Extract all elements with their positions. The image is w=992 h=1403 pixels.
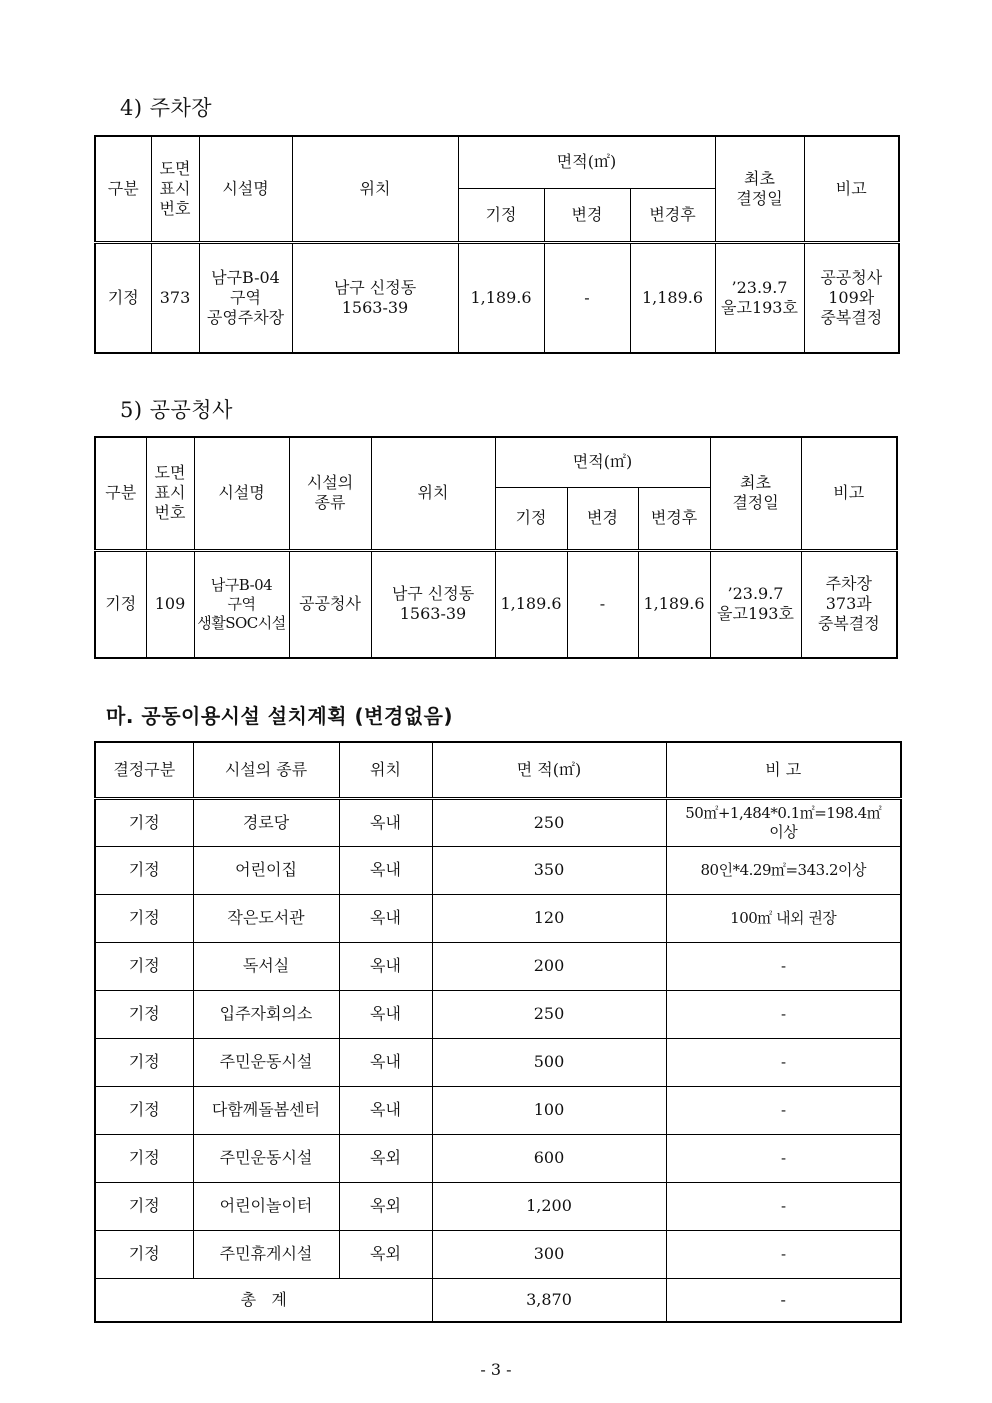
cell-note: - <box>666 1230 901 1278</box>
cell-gubun: 기정 <box>95 242 151 353</box>
cell-location: 옥내 <box>339 1038 432 1086</box>
header-location: 위치 <box>371 437 495 550</box>
header-existing: 기정 <box>458 188 544 242</box>
cell-type: 어린이놀이터 <box>193 1182 339 1230</box>
cell-map-no: 109 <box>146 550 194 658</box>
cell-note: 80인*4.29㎡=343.2이상 <box>666 846 901 894</box>
header-gubun: 구분 <box>95 136 151 242</box>
cell-area: 200 <box>432 942 666 990</box>
cell-first-date: ’23.9.7 울고193호 <box>710 550 801 658</box>
cell-type: 독서실 <box>193 942 339 990</box>
cell-location: 남구 신정동 1563-39 <box>371 550 495 658</box>
table-row <box>95 550 897 658</box>
table-row <box>95 1230 901 1278</box>
cell-gubun: 기정 <box>95 550 146 658</box>
header-gubun: 구분 <box>95 437 146 550</box>
cell-type: 공공청사 <box>289 550 371 658</box>
cell-note: 100㎡ 내외 권장 <box>666 894 901 942</box>
cell-decision: 기정 <box>95 798 193 846</box>
header-change: 변경 <box>567 487 638 550</box>
total-label: 총 계 <box>95 1278 432 1322</box>
header-type: 시설의 종류 <box>289 437 371 550</box>
header-area: 면적(㎡) <box>495 437 710 487</box>
cell-note: - <box>666 990 901 1038</box>
table-row <box>95 1134 901 1182</box>
cell-after: 1,189.6 <box>638 550 710 658</box>
cell-location: 남구 신정동 1563-39 <box>292 242 458 353</box>
cell-note: - <box>666 1182 901 1230</box>
cell-area: 100 <box>432 1086 666 1134</box>
cell-location: 옥외 <box>339 1230 432 1278</box>
section-title-public-office: 5) 공공청사 <box>120 398 233 422</box>
header-location: 위치 <box>292 136 458 242</box>
cell-decision: 기정 <box>95 990 193 1038</box>
table-row <box>95 1086 901 1134</box>
cell-note: - <box>666 1134 901 1182</box>
cell-area: 250 <box>432 798 666 846</box>
cell-location: 옥내 <box>339 894 432 942</box>
cell-decision: 기정 <box>95 1134 193 1182</box>
cell-existing: 1,189.6 <box>495 550 567 658</box>
cell-location: 옥내 <box>339 846 432 894</box>
cell-type: 주민운동시설 <box>193 1134 339 1182</box>
common-facilities-body <box>95 798 901 1278</box>
cell-type: 주민운동시설 <box>193 1038 339 1086</box>
cell-area: 120 <box>432 894 666 942</box>
cell-note: 주차장 373과 중복결정 <box>801 550 897 658</box>
cell-note: 공공청사 109와 중복결정 <box>804 242 899 353</box>
cell-decision: 기정 <box>95 1038 193 1086</box>
cell-change: - <box>567 550 638 658</box>
header-note: 비고 <box>801 437 897 550</box>
table-row <box>95 942 901 990</box>
page-number: - 3 - <box>480 1360 512 1379</box>
header-map-no: 도면 표시 번호 <box>146 437 194 550</box>
cell-type: 어린이집 <box>193 846 339 894</box>
cell-facility: 남구B-04 구역 공영주차장 <box>199 242 292 353</box>
table-row <box>95 990 901 1038</box>
cell-type: 다함께돌봄센터 <box>193 1086 339 1134</box>
header-first-date: 최초 결정일 <box>710 437 801 550</box>
table-row <box>95 798 901 846</box>
cell-location: 옥내 <box>339 942 432 990</box>
cell-change: - <box>544 242 630 353</box>
table-row <box>95 1182 901 1230</box>
common-facilities-table <box>94 741 902 1323</box>
cell-decision: 기정 <box>95 1230 193 1278</box>
cell-existing: 1,189.6 <box>458 242 544 353</box>
header-after: 변경후 <box>638 487 710 550</box>
total-row <box>95 1278 901 1322</box>
public-office-table <box>94 436 898 659</box>
header-after: 변경후 <box>630 188 715 242</box>
cell-note: - <box>666 942 901 990</box>
header-decision: 결정구분 <box>95 742 193 798</box>
cell-area: 1,200 <box>432 1182 666 1230</box>
cell-decision: 기정 <box>95 1086 193 1134</box>
cell-location: 옥내 <box>339 798 432 846</box>
cell-area: 600 <box>432 1134 666 1182</box>
total-note: - <box>666 1278 901 1322</box>
cell-location: 옥외 <box>339 1182 432 1230</box>
header-first-date: 최초 결정일 <box>715 136 804 242</box>
cell-after: 1,189.6 <box>630 242 715 353</box>
header-facility: 시설명 <box>199 136 292 242</box>
cell-type: 경로당 <box>193 798 339 846</box>
header-area: 면 적(㎡) <box>432 742 666 798</box>
cell-map-no: 373 <box>151 242 199 353</box>
cell-note: - <box>666 1086 901 1134</box>
cell-first-date: ’23.9.7 울고193호 <box>715 242 804 353</box>
header-facility: 시설명 <box>194 437 289 550</box>
cell-type: 주민휴게시설 <box>193 1230 339 1278</box>
cell-type: 작은도서관 <box>193 894 339 942</box>
header-note: 비 고 <box>666 742 901 798</box>
cell-location: 옥내 <box>339 990 432 1038</box>
cell-note: 50㎡+1,484*0.1㎡=198.4㎡ 이상 <box>666 798 901 846</box>
cell-note: - <box>666 1038 901 1086</box>
header-map-no: 도면 표시 번호 <box>151 136 199 242</box>
table-row <box>95 242 899 353</box>
cell-decision: 기정 <box>95 1182 193 1230</box>
header-area: 면적(㎡) <box>458 136 715 188</box>
cell-facility: 남구B-04 구역 생활SOC시설 <box>194 550 289 658</box>
cell-decision: 기정 <box>95 846 193 894</box>
header-note: 비고 <box>804 136 899 242</box>
cell-area: 250 <box>432 990 666 1038</box>
table-row <box>95 894 901 942</box>
cell-area: 500 <box>432 1038 666 1086</box>
header-existing: 기정 <box>495 487 567 550</box>
section-title-parking: 4) 주차장 <box>120 96 213 120</box>
header-type: 시설의 종류 <box>193 742 339 798</box>
parking-table <box>94 135 900 354</box>
cell-area: 350 <box>432 846 666 894</box>
cell-type: 입주자회의소 <box>193 990 339 1038</box>
cell-decision: 기정 <box>95 894 193 942</box>
cell-location: 옥내 <box>339 1086 432 1134</box>
header-location: 위치 <box>339 742 432 798</box>
total-area: 3,870 <box>432 1278 666 1322</box>
table-row <box>95 846 901 894</box>
section-title-common-facilities: 마. 공동이용시설 설치계획 (변경없음) <box>106 704 454 728</box>
cell-decision: 기정 <box>95 942 193 990</box>
cell-location: 옥외 <box>339 1134 432 1182</box>
cell-area: 300 <box>432 1230 666 1278</box>
table-row <box>95 1038 901 1086</box>
header-change: 변경 <box>544 188 630 242</box>
